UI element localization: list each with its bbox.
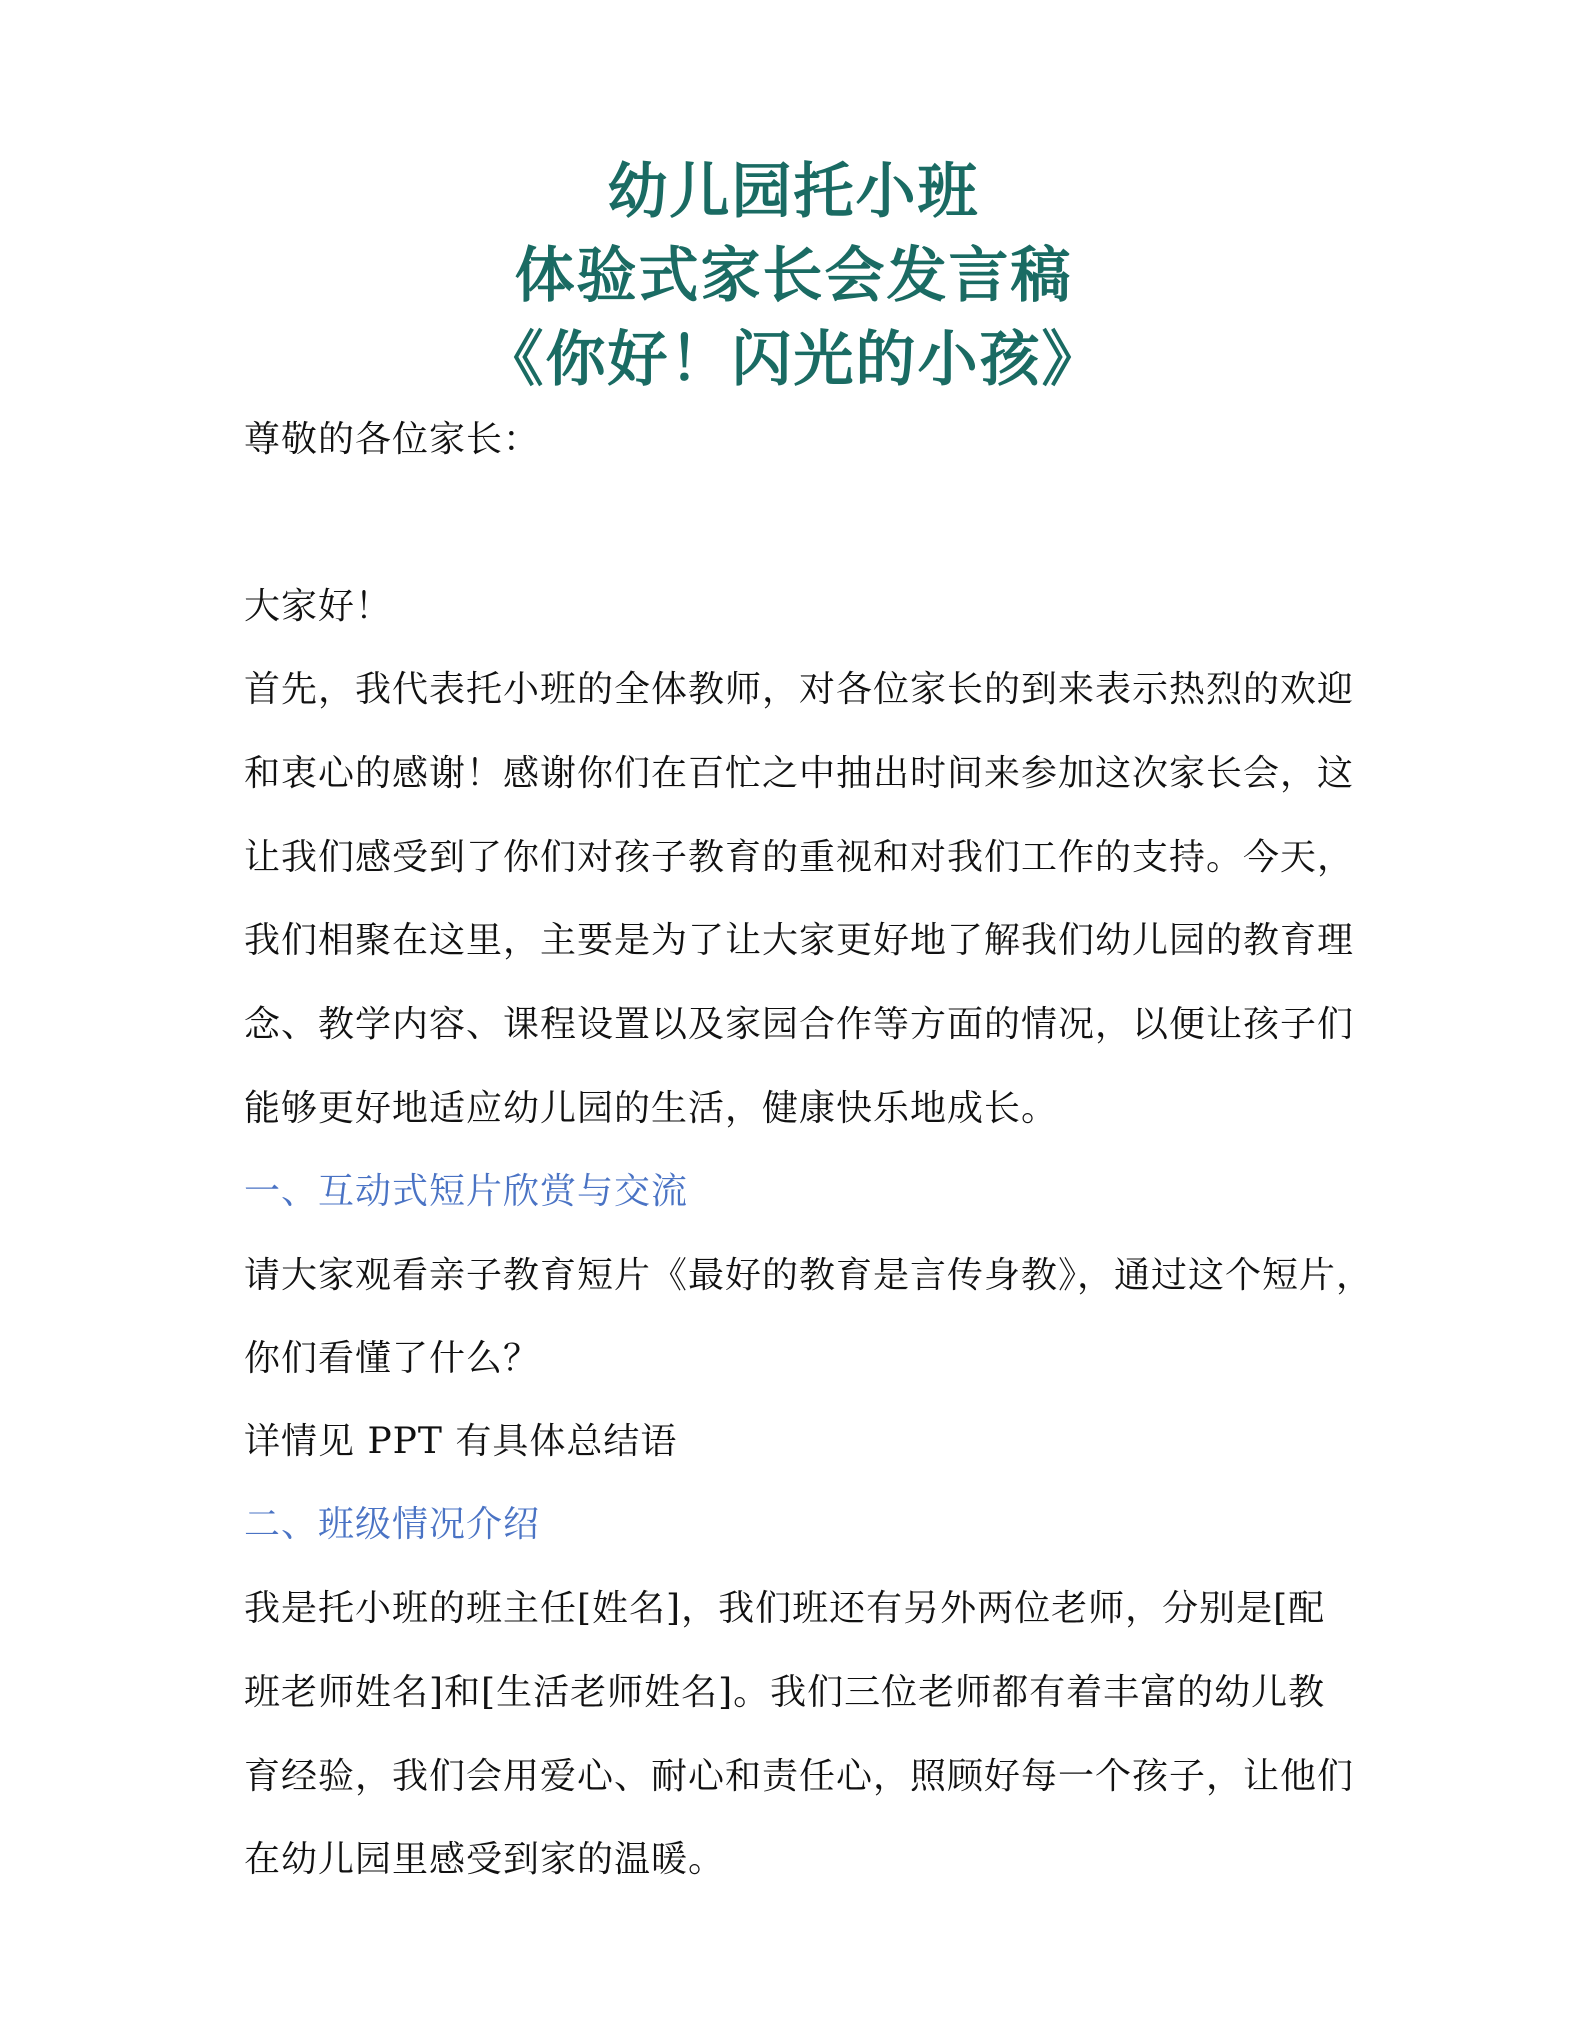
section2-line: 我是托小班的班主任[姓名]，我们班还有另外两位老师，分别是[配: [244, 1588, 1326, 1629]
intro-line: 我们相聚在这里，主要是为了让大家更好地了解我们幼儿园的教育理: [244, 920, 1355, 961]
section2-line: 在幼儿园里感受到家的温暖。: [244, 1839, 726, 1880]
section1-line: 你们看懂了什么？: [244, 1338, 541, 1379]
title-line-2: 体验式家长会发言稿: [514, 241, 1073, 311]
intro-line: 首先，我代表托小班的全体教师，对各位家长的到来表示热烈的欢迎: [244, 669, 1355, 710]
section-heading-1: 一、互动式短片欣赏与交流: [244, 1171, 689, 1212]
intro-line: 和衷心的感谢！感谢你们在百忙之中抽出时间来参加这次家长会，这: [244, 753, 1355, 794]
section1-line: 详情见 PPT 有具体总结语: [244, 1421, 678, 1462]
section2-line: 育经验，我们会用爱心、耐心和责任心，照顾好每一个孩子，让他们: [244, 1756, 1355, 1797]
document-title: [0, 150, 1587, 402]
greeting: 尊敬的各位家长：: [244, 419, 541, 460]
section1-line: 请大家观看亲子教育短片《最好的教育是言传身教》，通过这个短片，: [244, 1255, 1374, 1296]
hello: 大家好！: [244, 586, 393, 627]
title-line-1: 幼儿园托小班: [607, 157, 980, 227]
intro-line: 能够更好地适应幼儿园的生活，健康快乐地成长。: [244, 1088, 1059, 1129]
section2-line: 班老师姓名]和[生活老师姓名]。我们三位老师都有着丰富的幼儿教: [244, 1672, 1326, 1713]
section-heading-2: 二、班级情况介绍: [244, 1504, 541, 1545]
intro-line: 念、教学内容、课程设置以及家园合作等方面的情况，以便让孩子们: [244, 1004, 1355, 1045]
intro-line: 让我们感受到了你们对孩子教育的重视和对我们工作的支持。今天，: [244, 837, 1355, 878]
title-line-3: 《你好！闪光的小孩》: [483, 325, 1104, 395]
